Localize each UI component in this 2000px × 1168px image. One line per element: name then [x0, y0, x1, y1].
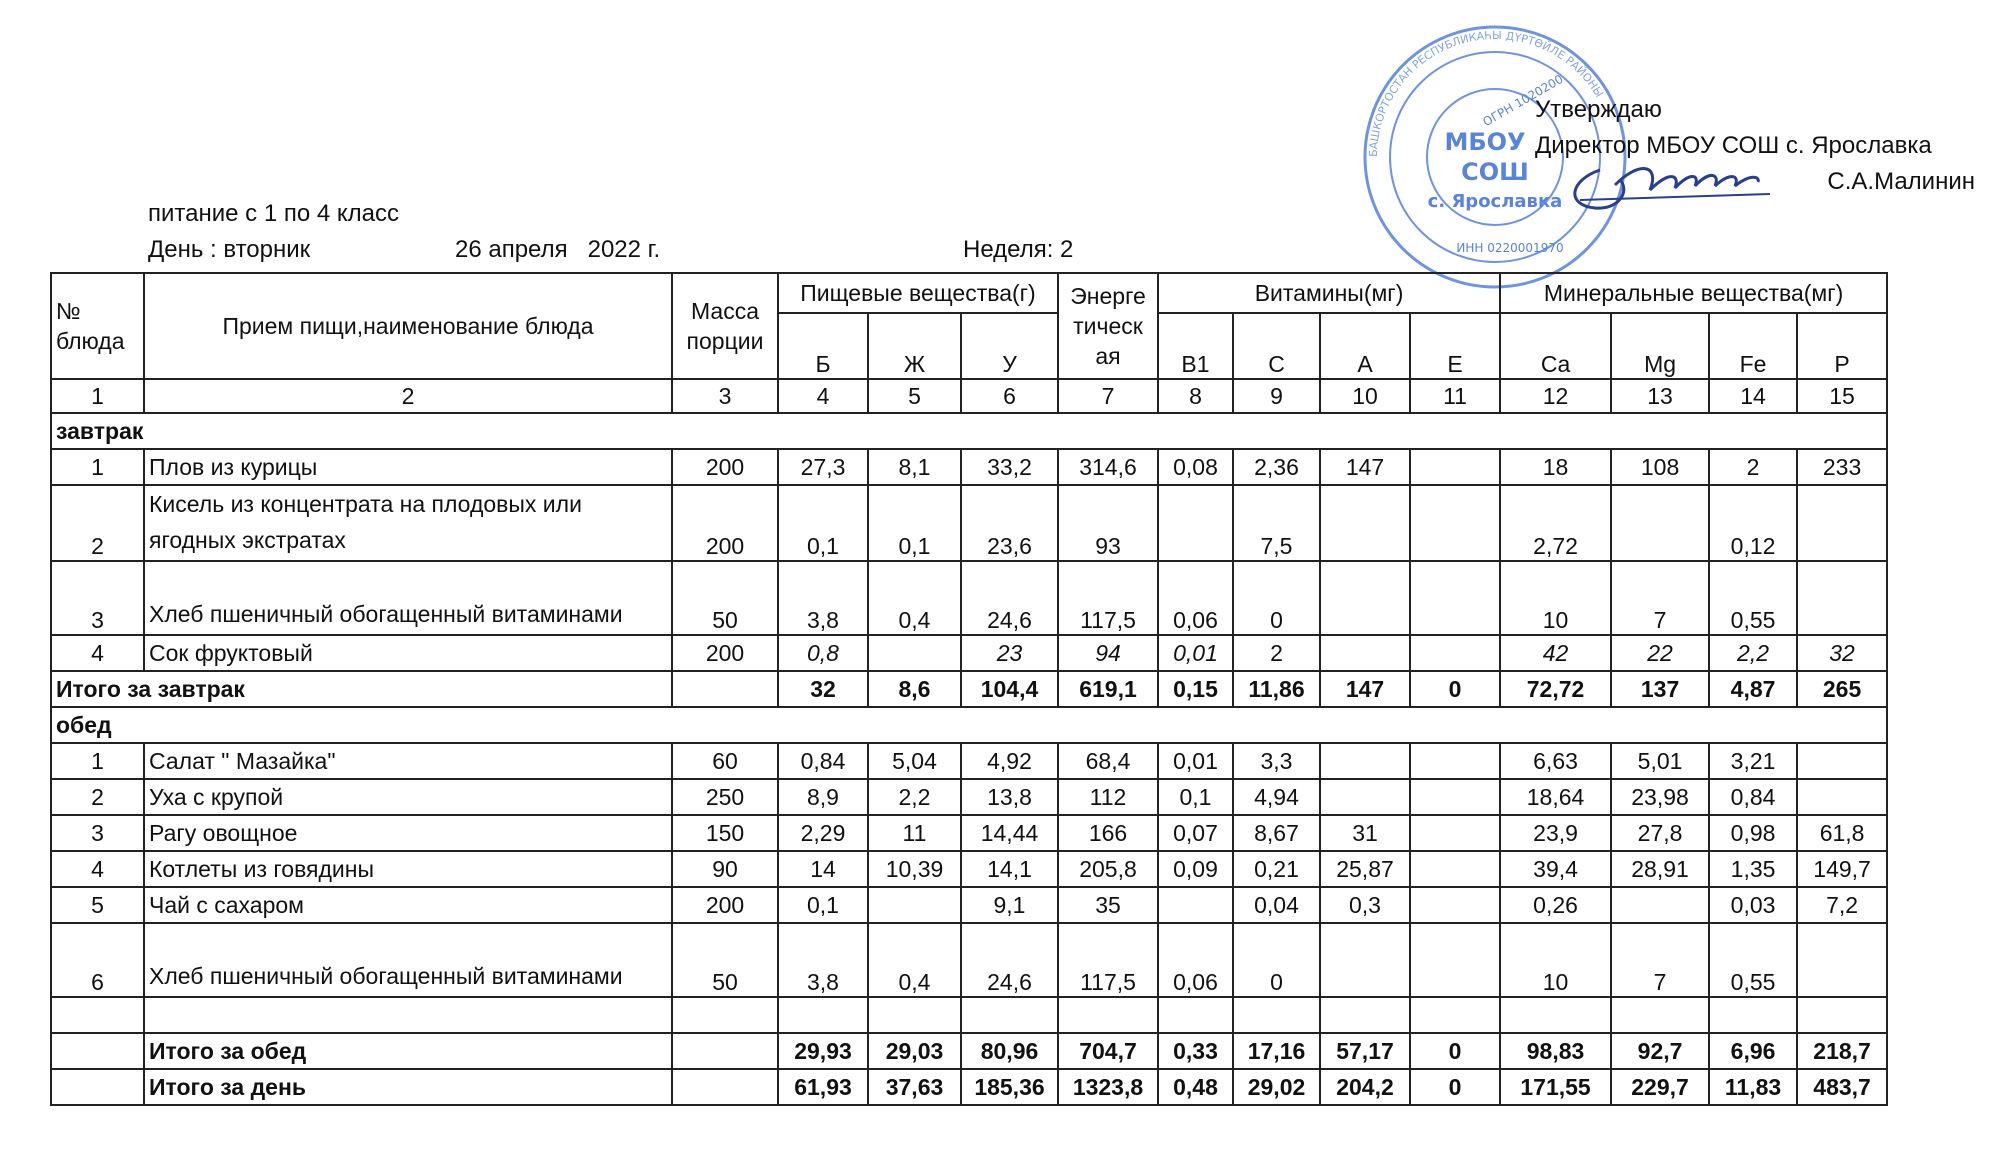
- value-c: 0: [1233, 561, 1320, 635]
- value-mg: 7: [1611, 561, 1709, 635]
- value-c: 4,94: [1233, 779, 1320, 815]
- value-zh: 8,1: [868, 449, 961, 485]
- value-u: 14,1: [961, 851, 1058, 887]
- dish-mass: 150: [672, 815, 778, 851]
- value-b: 8,9: [778, 779, 868, 815]
- lunch-total-row: [51, 1033, 1887, 1069]
- value-ca: 23,9: [1500, 815, 1611, 851]
- table-row: [51, 635, 1887, 671]
- value-b: 3,8: [778, 923, 868, 997]
- value-p: 7,2: [1797, 887, 1887, 923]
- col-header-fe: Fe: [1709, 313, 1797, 379]
- value-fe: 2,2: [1709, 635, 1797, 671]
- value-b: 3,8: [778, 561, 868, 635]
- value-c: 2,36: [1233, 449, 1320, 485]
- value-ca: 18: [1500, 449, 1611, 485]
- dish-mass: 50: [672, 561, 778, 635]
- total-fe: 4,87: [1709, 671, 1797, 707]
- col-header-b: Б: [778, 313, 868, 379]
- dish-name: Хлеб пшеничный обогащенный витаминами: [144, 923, 672, 997]
- value-b: 0,84: [778, 743, 868, 779]
- total-a: 204,2: [1320, 1069, 1410, 1105]
- column-number-row: [51, 379, 1887, 413]
- handwritten-signature: [1560, 150, 1775, 220]
- value-zh: 11: [868, 815, 961, 851]
- value-zh: 5,04: [868, 743, 961, 779]
- value-b1: 0,06: [1158, 561, 1233, 635]
- stamp-center-line3: с. Ярославка: [1427, 191, 1563, 212]
- total-c: 17,16: [1233, 1033, 1320, 1069]
- dish-number: 1: [51, 449, 144, 485]
- col-header-zh: Ж: [868, 313, 961, 379]
- value-u: 23: [961, 635, 1058, 671]
- value-a: [1320, 743, 1410, 779]
- total-e: 0: [1410, 1069, 1500, 1105]
- breakfast-total-row-mass: [672, 671, 778, 707]
- dish-number: 2: [51, 779, 144, 815]
- column-number: 3: [672, 379, 778, 413]
- value-c: 3,3: [1233, 743, 1320, 779]
- total-p: 218,7: [1797, 1033, 1887, 1069]
- total-u: 104,4: [961, 671, 1058, 707]
- value-e: [1410, 851, 1500, 887]
- week-label: Неделя: 2: [963, 236, 1074, 263]
- dish-name: Котлеты из говядины: [144, 851, 672, 887]
- value-u: 33,2: [961, 449, 1058, 485]
- col-header-a: A: [1320, 313, 1410, 379]
- value-mg: [1611, 485, 1709, 561]
- value-p: 61,8: [1797, 815, 1887, 851]
- dish-number: 3: [51, 815, 144, 851]
- col-header-name: Прием пищи,наименование блюда: [144, 273, 672, 379]
- total-b: 32: [778, 671, 868, 707]
- total-en: 619,1: [1058, 671, 1158, 707]
- column-number: 8: [1158, 379, 1233, 413]
- breakfast-total-row: [51, 671, 1887, 707]
- empty-cell: [961, 997, 1058, 1033]
- empty-cell: [1797, 997, 1887, 1033]
- value-u: 13,8: [961, 779, 1058, 815]
- value-b: 0,8: [778, 635, 868, 671]
- value-ca: 2,72: [1500, 485, 1611, 561]
- value-en: 112: [1058, 779, 1158, 815]
- dish-mass: 200: [672, 887, 778, 923]
- value-u: 14,44: [961, 815, 1058, 851]
- value-mg: 5,01: [1611, 743, 1709, 779]
- value-en: 117,5: [1058, 923, 1158, 997]
- total-b1: 0,33: [1158, 1033, 1233, 1069]
- value-e: [1410, 561, 1500, 635]
- value-e: [1410, 923, 1500, 997]
- value-zh: 0,1: [868, 485, 961, 561]
- dish-name: Рагу овощное: [144, 815, 672, 851]
- value-a: 0,3: [1320, 887, 1410, 923]
- total-p: 483,7: [1797, 1069, 1887, 1105]
- value-p: 233: [1797, 449, 1887, 485]
- col-header-e: E: [1410, 313, 1500, 379]
- value-en: 93: [1058, 485, 1158, 561]
- empty-cell: [1058, 997, 1158, 1033]
- value-zh: 2,2: [868, 779, 961, 815]
- total-mg: 137: [1611, 671, 1709, 707]
- col-header-vitamins: Витамины(мг): [1158, 273, 1500, 313]
- total-mg: 92,7: [1611, 1033, 1709, 1069]
- total-b: 29,93: [778, 1033, 868, 1069]
- stamp-center-line1: МБОУ: [1444, 128, 1526, 156]
- table-row: [51, 887, 1887, 923]
- value-c: 8,67: [1233, 815, 1320, 851]
- value-en: 35: [1058, 887, 1158, 923]
- column-number: 4: [778, 379, 868, 413]
- value-u: 24,6: [961, 923, 1058, 997]
- value-fe: 0,12: [1709, 485, 1797, 561]
- value-e: [1410, 449, 1500, 485]
- dish-name: Сок фруктовый: [144, 635, 672, 671]
- stamp-center-line2: СОШ: [1461, 158, 1529, 186]
- value-fe: 0,84: [1709, 779, 1797, 815]
- class-range: питание с 1 по 4 класс: [148, 200, 399, 227]
- empty-cell: [51, 997, 144, 1033]
- table-row: [51, 485, 1887, 561]
- dish-mass: 60: [672, 743, 778, 779]
- stamp-inn: ИНН 0220001970: [1456, 241, 1564, 255]
- date-label: 26 апреля 2022 г.: [455, 236, 661, 263]
- dish-number: 1: [51, 743, 144, 779]
- dish-number: 4: [51, 851, 144, 887]
- value-ca: 10: [1500, 923, 1611, 997]
- empty-cell: [1611, 997, 1709, 1033]
- total-e: 0: [1410, 1033, 1500, 1069]
- value-e: [1410, 743, 1500, 779]
- value-ca: 10: [1500, 561, 1611, 635]
- column-number: 9: [1233, 379, 1320, 413]
- col-header-nutrients: Пищевые вещества(г): [778, 273, 1058, 313]
- column-number: 5: [868, 379, 961, 413]
- value-b1: 0,06: [1158, 923, 1233, 997]
- dish-mass: 50: [672, 923, 778, 997]
- empty-cell: [1320, 997, 1410, 1033]
- col-header-u: У: [961, 313, 1058, 379]
- table-row: [51, 449, 1887, 485]
- total-u: 80,96: [961, 1033, 1058, 1069]
- value-ca: 18,64: [1500, 779, 1611, 815]
- value-mg: 28,91: [1611, 851, 1709, 887]
- total-fe: 11,83: [1709, 1069, 1797, 1105]
- value-en: 166: [1058, 815, 1158, 851]
- total-u: 185,36: [961, 1069, 1058, 1105]
- column-number: 13: [1611, 379, 1709, 413]
- col-header-p: P: [1797, 313, 1887, 379]
- value-en: 205,8: [1058, 851, 1158, 887]
- value-en: 314,6: [1058, 449, 1158, 485]
- value-zh: [868, 887, 961, 923]
- col-header-energy: Энерге тическ ая: [1058, 273, 1158, 379]
- value-p: [1797, 743, 1887, 779]
- day-label: День : вторник: [148, 236, 311, 263]
- value-a: [1320, 635, 1410, 671]
- value-p: [1797, 779, 1887, 815]
- value-fe: 0,03: [1709, 887, 1797, 923]
- breakfast-section-row: [51, 413, 1887, 449]
- column-number: 15: [1797, 379, 1887, 413]
- column-number: 1: [51, 379, 144, 413]
- value-mg: 22: [1611, 635, 1709, 671]
- empty-cell: [1500, 997, 1611, 1033]
- empty-row: [51, 997, 1887, 1033]
- dish-name: Салат " Мазайка": [144, 743, 672, 779]
- value-fe: 0,98: [1709, 815, 1797, 851]
- empty-cell: [1233, 997, 1320, 1033]
- value-en: 94: [1058, 635, 1158, 671]
- value-a: 25,87: [1320, 851, 1410, 887]
- total-a: 147: [1320, 671, 1410, 707]
- table-row: [51, 743, 1887, 779]
- value-a: [1320, 923, 1410, 997]
- dish-number: 5: [51, 887, 144, 923]
- value-b1: 0,01: [1158, 635, 1233, 671]
- value-mg: 7: [1611, 923, 1709, 997]
- approval-title: Утверждаю: [1535, 96, 1662, 123]
- value-u: 4,92: [961, 743, 1058, 779]
- empty-cell: [144, 997, 672, 1033]
- breakfast-total-row-label: Итого за завтрак: [51, 671, 672, 707]
- approval-position: Директор МБОУ СОШ с. Ярославка: [1535, 132, 1932, 159]
- dish-number: 6: [51, 923, 144, 997]
- value-b: 14: [778, 851, 868, 887]
- value-c: 2: [1233, 635, 1320, 671]
- value-ca: 6,63: [1500, 743, 1611, 779]
- dish-name: Уха с крупой: [144, 779, 672, 815]
- dish-name: Чай с сахаром: [144, 887, 672, 923]
- table-row: [51, 779, 1887, 815]
- dish-name: Плов из курицы: [144, 449, 672, 485]
- value-b1: 0,09: [1158, 851, 1233, 887]
- dish-number: 4: [51, 635, 144, 671]
- column-number: 11: [1410, 379, 1500, 413]
- approval-signatory: С.А.Малинин: [1827, 168, 1975, 195]
- value-b1: 0,1: [1158, 779, 1233, 815]
- total-p: 265: [1797, 671, 1887, 707]
- table-row: [51, 851, 1887, 887]
- value-p: [1797, 561, 1887, 635]
- dish-mass: 250: [672, 779, 778, 815]
- total-en: 1323,8: [1058, 1069, 1158, 1105]
- total-fe: 6,96: [1709, 1033, 1797, 1069]
- col-header-mg: Mg: [1611, 313, 1709, 379]
- dish-mass: 90: [672, 851, 778, 887]
- table-row: [51, 815, 1887, 851]
- day-total-row-label: Итого за день: [144, 1069, 672, 1105]
- value-p: [1797, 485, 1887, 561]
- value-ca: 39,4: [1500, 851, 1611, 887]
- total-zh: 37,63: [868, 1069, 961, 1105]
- total-en: 704,7: [1058, 1033, 1158, 1069]
- dish-mass: 200: [672, 635, 778, 671]
- total-b1: 0,48: [1158, 1069, 1233, 1105]
- value-e: [1410, 485, 1500, 561]
- table-row: [51, 561, 1887, 635]
- column-number: 10: [1320, 379, 1410, 413]
- value-b1: [1158, 887, 1233, 923]
- value-b: 27,3: [778, 449, 868, 485]
- total-b: 61,93: [778, 1069, 868, 1105]
- total-c: 29,02: [1233, 1069, 1320, 1105]
- value-e: [1410, 779, 1500, 815]
- value-ca: 0,26: [1500, 887, 1611, 923]
- value-u: 23,6: [961, 485, 1058, 561]
- value-en: 68,4: [1058, 743, 1158, 779]
- col-header-b1: B1: [1158, 313, 1233, 379]
- stamp-outer-text: БАШКОРТОСТАН РЕСПУБЛИКАҺЫ ДҮРТӨЙЛЕ РАЙОНЫ: [1366, 28, 1606, 158]
- value-p: [1797, 923, 1887, 997]
- value-mg: 23,98: [1611, 779, 1709, 815]
- lunch-total-row-mass: [672, 1033, 778, 1069]
- value-b: 0,1: [778, 887, 868, 923]
- value-zh: 10,39: [868, 851, 961, 887]
- value-c: 0,04: [1233, 887, 1320, 923]
- value-zh: [868, 635, 961, 671]
- col-header-c: C: [1233, 313, 1320, 379]
- value-b: 2,29: [778, 815, 868, 851]
- value-c: 0: [1233, 923, 1320, 997]
- total-e: 0: [1410, 671, 1500, 707]
- total-ca: 72,72: [1500, 671, 1611, 707]
- total-ca: 98,83: [1500, 1033, 1611, 1069]
- dish-name: Хлеб пшеничный обогащенный витаминами: [144, 561, 672, 635]
- day-total-row-num: [51, 1069, 144, 1105]
- empty-cell: [672, 997, 778, 1033]
- value-en: 117,5: [1058, 561, 1158, 635]
- value-a: 147: [1320, 449, 1410, 485]
- value-ca: 42: [1500, 635, 1611, 671]
- value-u: 9,1: [961, 887, 1058, 923]
- column-number: 14: [1709, 379, 1797, 413]
- value-fe: 1,35: [1709, 851, 1797, 887]
- value-a: 31: [1320, 815, 1410, 851]
- empty-cell: [868, 997, 961, 1033]
- column-number: 7: [1058, 379, 1158, 413]
- value-b: 0,1: [778, 485, 868, 561]
- empty-cell: [1410, 997, 1500, 1033]
- value-b1: 0,08: [1158, 449, 1233, 485]
- col-header-num: № блюда: [51, 273, 144, 379]
- day-total-row: [51, 1069, 1887, 1105]
- total-c: 11,86: [1233, 671, 1320, 707]
- value-p: 32: [1797, 635, 1887, 671]
- value-u: 24,6: [961, 561, 1058, 635]
- total-mg: 229,7: [1611, 1069, 1709, 1105]
- value-e: [1410, 887, 1500, 923]
- lunch-total-row-label: Итого за обед: [144, 1033, 672, 1069]
- table-row: [51, 923, 1887, 997]
- column-number: 6: [961, 379, 1058, 413]
- value-c: 0,21: [1233, 851, 1320, 887]
- empty-cell: [778, 997, 868, 1033]
- dish-number: 3: [51, 561, 144, 635]
- value-b1: 0,07: [1158, 815, 1233, 851]
- column-number: 12: [1500, 379, 1611, 413]
- col-header-mass: Масса порции: [672, 273, 778, 379]
- value-mg: 108: [1611, 449, 1709, 485]
- value-fe: 0,55: [1709, 923, 1797, 997]
- total-b1: 0,15: [1158, 671, 1233, 707]
- value-a: [1320, 561, 1410, 635]
- stamp-ogrn: ОГРН 1020200: [1480, 71, 1566, 130]
- column-number: 2: [144, 379, 672, 413]
- total-ca: 171,55: [1500, 1069, 1611, 1105]
- value-e: [1410, 635, 1500, 671]
- value-mg: 27,8: [1611, 815, 1709, 851]
- empty-cell: [1709, 997, 1797, 1033]
- dish-number: 2: [51, 485, 144, 561]
- empty-cell: [1158, 997, 1233, 1033]
- value-a: [1320, 779, 1410, 815]
- value-zh: 0,4: [868, 561, 961, 635]
- dish-name: Кисель из концентрата на плодовых или ягодных экстратах: [144, 485, 672, 561]
- col-header-ca: Ca: [1500, 313, 1611, 379]
- lunch-total-row-num: [51, 1033, 144, 1069]
- lunch-section-row: [51, 707, 1887, 743]
- value-p: 149,7: [1797, 851, 1887, 887]
- dish-mass: 200: [672, 485, 778, 561]
- value-fe: 0,55: [1709, 561, 1797, 635]
- value-e: [1410, 815, 1500, 851]
- value-zh: 0,4: [868, 923, 961, 997]
- total-a: 57,17: [1320, 1033, 1410, 1069]
- value-c: 7,5: [1233, 485, 1320, 561]
- value-b1: [1158, 485, 1233, 561]
- value-b1: 0,01: [1158, 743, 1233, 779]
- total-zh: 29,03: [868, 1033, 961, 1069]
- value-fe: 2: [1709, 449, 1797, 485]
- value-mg: [1611, 887, 1709, 923]
- dish-mass: 200: [672, 449, 778, 485]
- value-fe: 3,21: [1709, 743, 1797, 779]
- day-total-row-mass: [672, 1069, 778, 1105]
- total-zh: 8,6: [868, 671, 961, 707]
- menu-table: [50, 272, 1888, 1106]
- breakfast-section-title: завтрак: [51, 413, 1887, 449]
- lunch-section-title: обед: [51, 707, 1887, 743]
- col-header-minerals: Минеральные вещества(мг): [1500, 273, 1887, 313]
- value-a: [1320, 485, 1410, 561]
